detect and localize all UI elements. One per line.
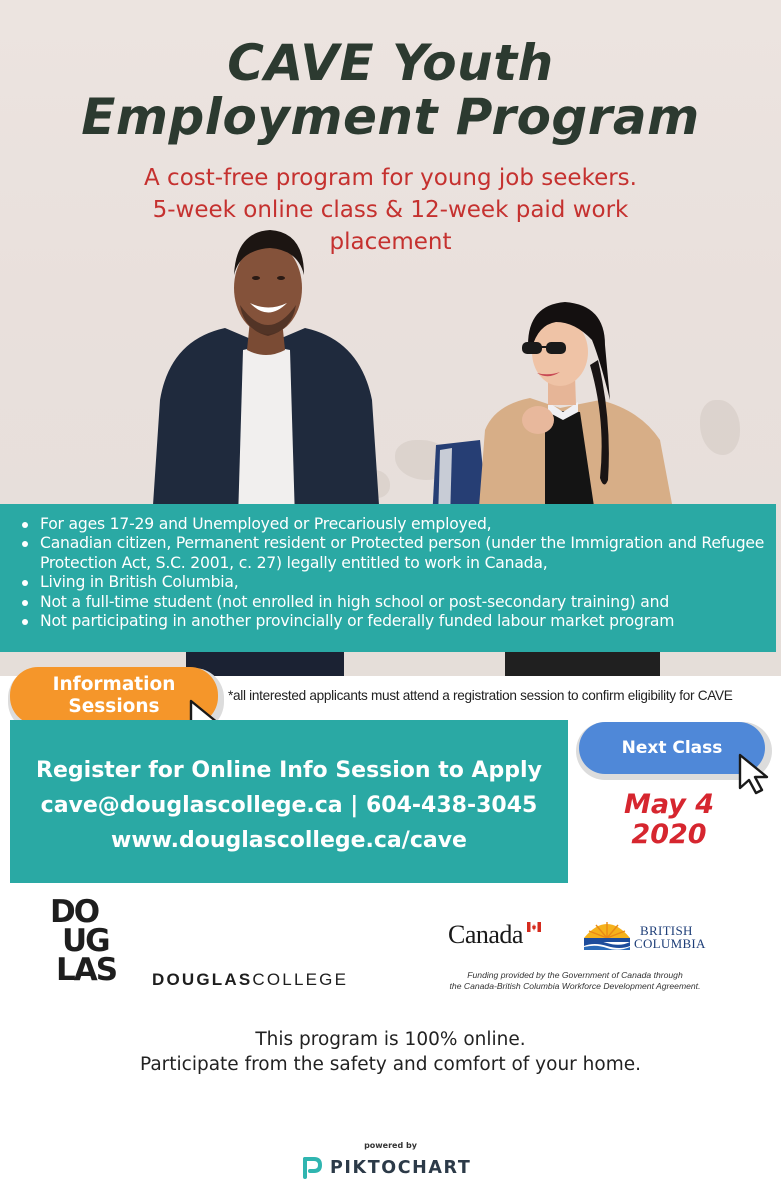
- canada-flag-icon: [527, 922, 541, 932]
- page-title: [0, 36, 781, 144]
- british-columbia-logo-icon: [582, 918, 632, 952]
- canada-wordmark: Canada: [448, 920, 523, 949]
- eligibility-item: Not participating in another provincially or federally funded labour market program: [18, 612, 766, 631]
- douglas-mark-row: DO: [50, 894, 99, 930]
- eligibility-item: Not a full-time student (not enrolled in high school or post-secondary training) and: [18, 593, 766, 612]
- powered-by-label: powered by: [364, 1141, 417, 1150]
- douglas-mark-row: UG: [62, 923, 109, 959]
- piktochart-wordmark: PIKTOCHART: [330, 1158, 472, 1178]
- bc-line-2: COLUMBIA: [634, 936, 706, 951]
- info-pill-line-1: Information: [52, 674, 176, 695]
- eligibility-item: For ages 17-29 and Unemployed or Precariously employed,: [18, 515, 766, 534]
- title-line-1: CAVE Youth: [227, 34, 554, 92]
- online-line-2: Participate from the safety and comfort of your home.: [140, 1054, 641, 1075]
- woman-legs: [505, 652, 660, 676]
- piktochart-icon: [302, 1156, 322, 1180]
- man-figure: [152, 230, 380, 520]
- eligibility-list: [18, 515, 766, 631]
- next-class-date: [590, 790, 748, 850]
- funding-statement: [430, 970, 720, 991]
- subtitle-line-1: A cost-free program for young job seekers.: [144, 165, 637, 191]
- douglas-logo-mark: [50, 894, 132, 988]
- bc-line-1: BRITISH: [640, 923, 693, 938]
- website-link[interactable]: www.douglascollege.ca/cave: [111, 828, 467, 853]
- register-box: [10, 720, 568, 883]
- online-line-1: This program is 100% online.: [255, 1029, 526, 1050]
- douglas-word-light: COLLEGE: [252, 970, 349, 989]
- register-heading: Register for Online Info Session to Apply: [36, 758, 542, 783]
- eligibility-band: [0, 504, 776, 652]
- piktochart-logo[interactable]: [302, 1155, 471, 1181]
- contact-line[interactable]: cave@douglascollege.ca | 604-438-3045: [40, 793, 538, 818]
- subtitle-line-3: placement: [329, 229, 452, 255]
- information-sessions-button[interactable]: [10, 667, 218, 725]
- date-line-2: 2020: [631, 819, 707, 850]
- douglas-word-bold: DOUGLAS: [152, 970, 253, 989]
- eligibility-item: Canadian citizen, Permanent resident or Protected person (under the Immigration and Refugee Protection Act, S.C. 2001, c. 27) legally entitled to work in Canada,: [18, 534, 766, 573]
- british-columbia-wordmark: [634, 924, 706, 950]
- douglas-college-wordmark: [152, 970, 348, 990]
- funding-line-2: the Canada-British Columbia Workforce Development Agreement.: [449, 980, 701, 991]
- subtitle-line-2: 5-week online class & 12-week paid work: [152, 197, 629, 223]
- funding-line-1: Funding provided by the Government of Canada through: [467, 970, 683, 980]
- douglas-mark-row: LAS: [56, 952, 117, 988]
- date-line-1: May 4: [623, 789, 715, 820]
- page-subtitle: [100, 162, 681, 258]
- next-class-button[interactable]: Next Class: [579, 722, 765, 774]
- registration-note: *all interested applicants must attend a registration session to confirm eligibility for CAVE: [228, 688, 733, 703]
- woman-figure: [478, 302, 675, 520]
- online-message: [0, 1027, 781, 1077]
- title-line-2: Employment Program: [81, 88, 700, 146]
- eligibility-item: Living in British Columbia,: [18, 573, 766, 592]
- info-pill-line-2: Sessions: [68, 696, 160, 717]
